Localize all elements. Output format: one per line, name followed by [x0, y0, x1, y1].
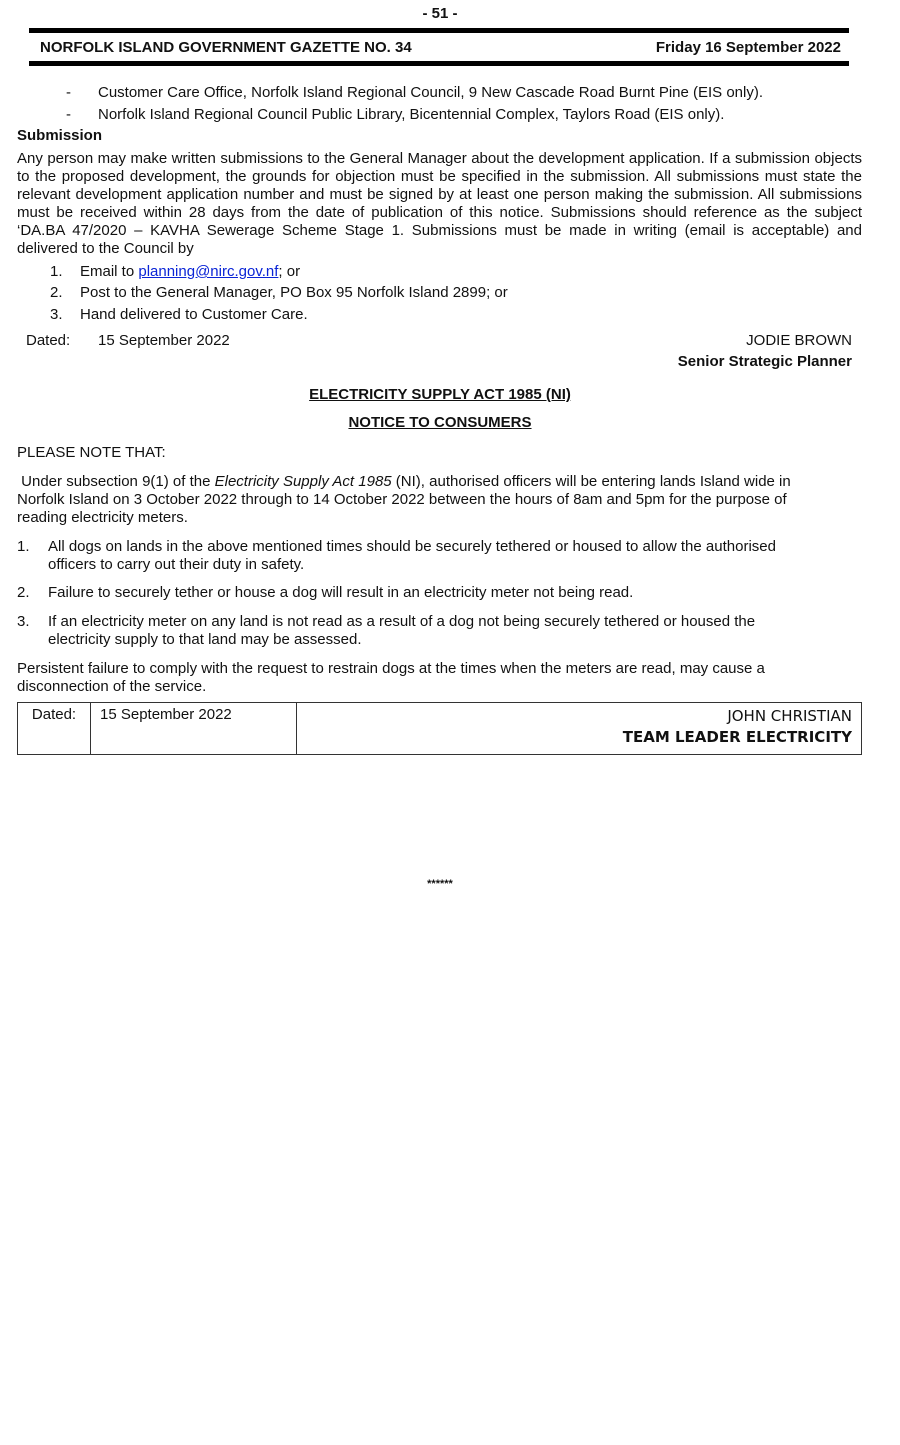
email-suffix: ; or — [278, 263, 301, 280]
email-link[interactable]: planning@nirc.gov.nf — [138, 263, 279, 280]
notice-item-text: officers to carry out their duty in safety. — [48, 556, 305, 573]
location-bullet: - — [66, 106, 71, 123]
page-number: - 51 - — [422, 5, 458, 22]
notice-item-text: Failure to securely tether or house a dog will result in an electricity meter not being read. — [48, 584, 634, 601]
notice-item-text: If an electricity meter on any land is not read as a result of a dog not being securely tethered or housed the — [48, 613, 756, 630]
signatory-name: JODIE BROWN — [746, 332, 852, 349]
submission-item-number: 3. — [50, 306, 63, 323]
submission-heading: Submission — [17, 127, 103, 144]
header-top-rule — [29, 28, 849, 33]
dated-value: 15 September 2022 — [98, 332, 230, 349]
location-item: Customer Care Office, Norfolk Island Regional Council, 9 New Cascade Road Burnt Pine (EIS only). — [98, 84, 764, 101]
signatory-name: JOHN CHRISTIAN — [727, 707, 852, 725]
submission-item-post: Post to the General Manager, PO Box 95 Norfolk Island 2899; or — [80, 284, 508, 301]
act-title: ELECTRICITY SUPPLY ACT 1985 (NI) — [309, 386, 571, 403]
notice-item-number: 1. — [17, 538, 30, 555]
submission-paragraph: Any person may make written submissions to the General Manager about the development application. If a submission objects to the proposed development, the grounds for objection must be specified in the submission. All submissions must state the relevant development application number and must be signed by at least one person making the submission. All submissions must be received within 28 days from the date of publication of this notice. Submissions should reference as the subject ‘DA.BA 47/2020 – KAVHA Sewerage Scheme Stage 1. Submissions must be made in writing (email is acceptable) and delivered to the Council by — [17, 150, 862, 257]
submission-item-email — [80, 263, 300, 281]
email-prefix: Email to — [80, 263, 139, 280]
notice-title: NOTICE TO CONSUMERS — [348, 414, 532, 431]
closing-text: Persistent failure to comply with the request to restrain dogs at the times when the meters are read, may cause a — [17, 660, 765, 677]
notice-item-number: 3. — [17, 613, 30, 630]
location-bullet: - — [66, 84, 71, 101]
signatory-title: Senior Strategic Planner — [677, 353, 852, 370]
header-bottom-rule — [29, 61, 849, 66]
submission-item-hand: Hand delivered to Customer Care. — [80, 306, 308, 323]
gazette-date: Friday 16 September 2022 — [655, 39, 841, 56]
dated-label: Dated: — [26, 332, 71, 349]
notice-item-text: electricity supply to that land may be assessed. — [48, 631, 362, 648]
table-dated-value: 15 September 2022 — [91, 703, 297, 755]
table-dated-label: Dated: — [18, 703, 91, 755]
please-note: PLEASE NOTE THAT: — [17, 444, 166, 461]
gazette-title: NORFOLK ISLAND GOVERNMENT GAZETTE NO. 34 — [40, 39, 412, 56]
notice-intro-line — [17, 473, 791, 491]
intro-text: Under subsection 9(1) of the — [17, 473, 215, 490]
intro-text: (NI), authorised officers will be entering lands Island wide in — [391, 473, 791, 490]
notice-intro-line: reading electricity meters. — [17, 509, 188, 526]
signatory-title: TEAM LEADER ELECTRICITY — [622, 728, 852, 746]
location-item: Norfolk Island Regional Council Public Library, Bicentennial Complex, Taylors Road (EIS only). — [98, 106, 725, 123]
closing-text: disconnection of the service. — [17, 678, 207, 695]
submission-item-number: 1. — [50, 263, 63, 280]
end-marker: ****** — [427, 878, 453, 890]
notice-item-text: All dogs on lands in the above mentioned times should be securely tethered or housed to allow the authorised — [48, 538, 776, 555]
table-signature-cell — [297, 703, 862, 755]
act-name-italic: Electricity Supply Act 1985 — [214, 473, 392, 490]
signature-table — [17, 702, 862, 755]
submission-item-number: 2. — [50, 284, 63, 301]
notice-item-number: 2. — [17, 584, 30, 601]
notice-intro-line: Norfolk Island on 3 October 2022 through to 14 October 2022 between the hours of 8am and 5pm for the purpose of — [17, 491, 787, 508]
